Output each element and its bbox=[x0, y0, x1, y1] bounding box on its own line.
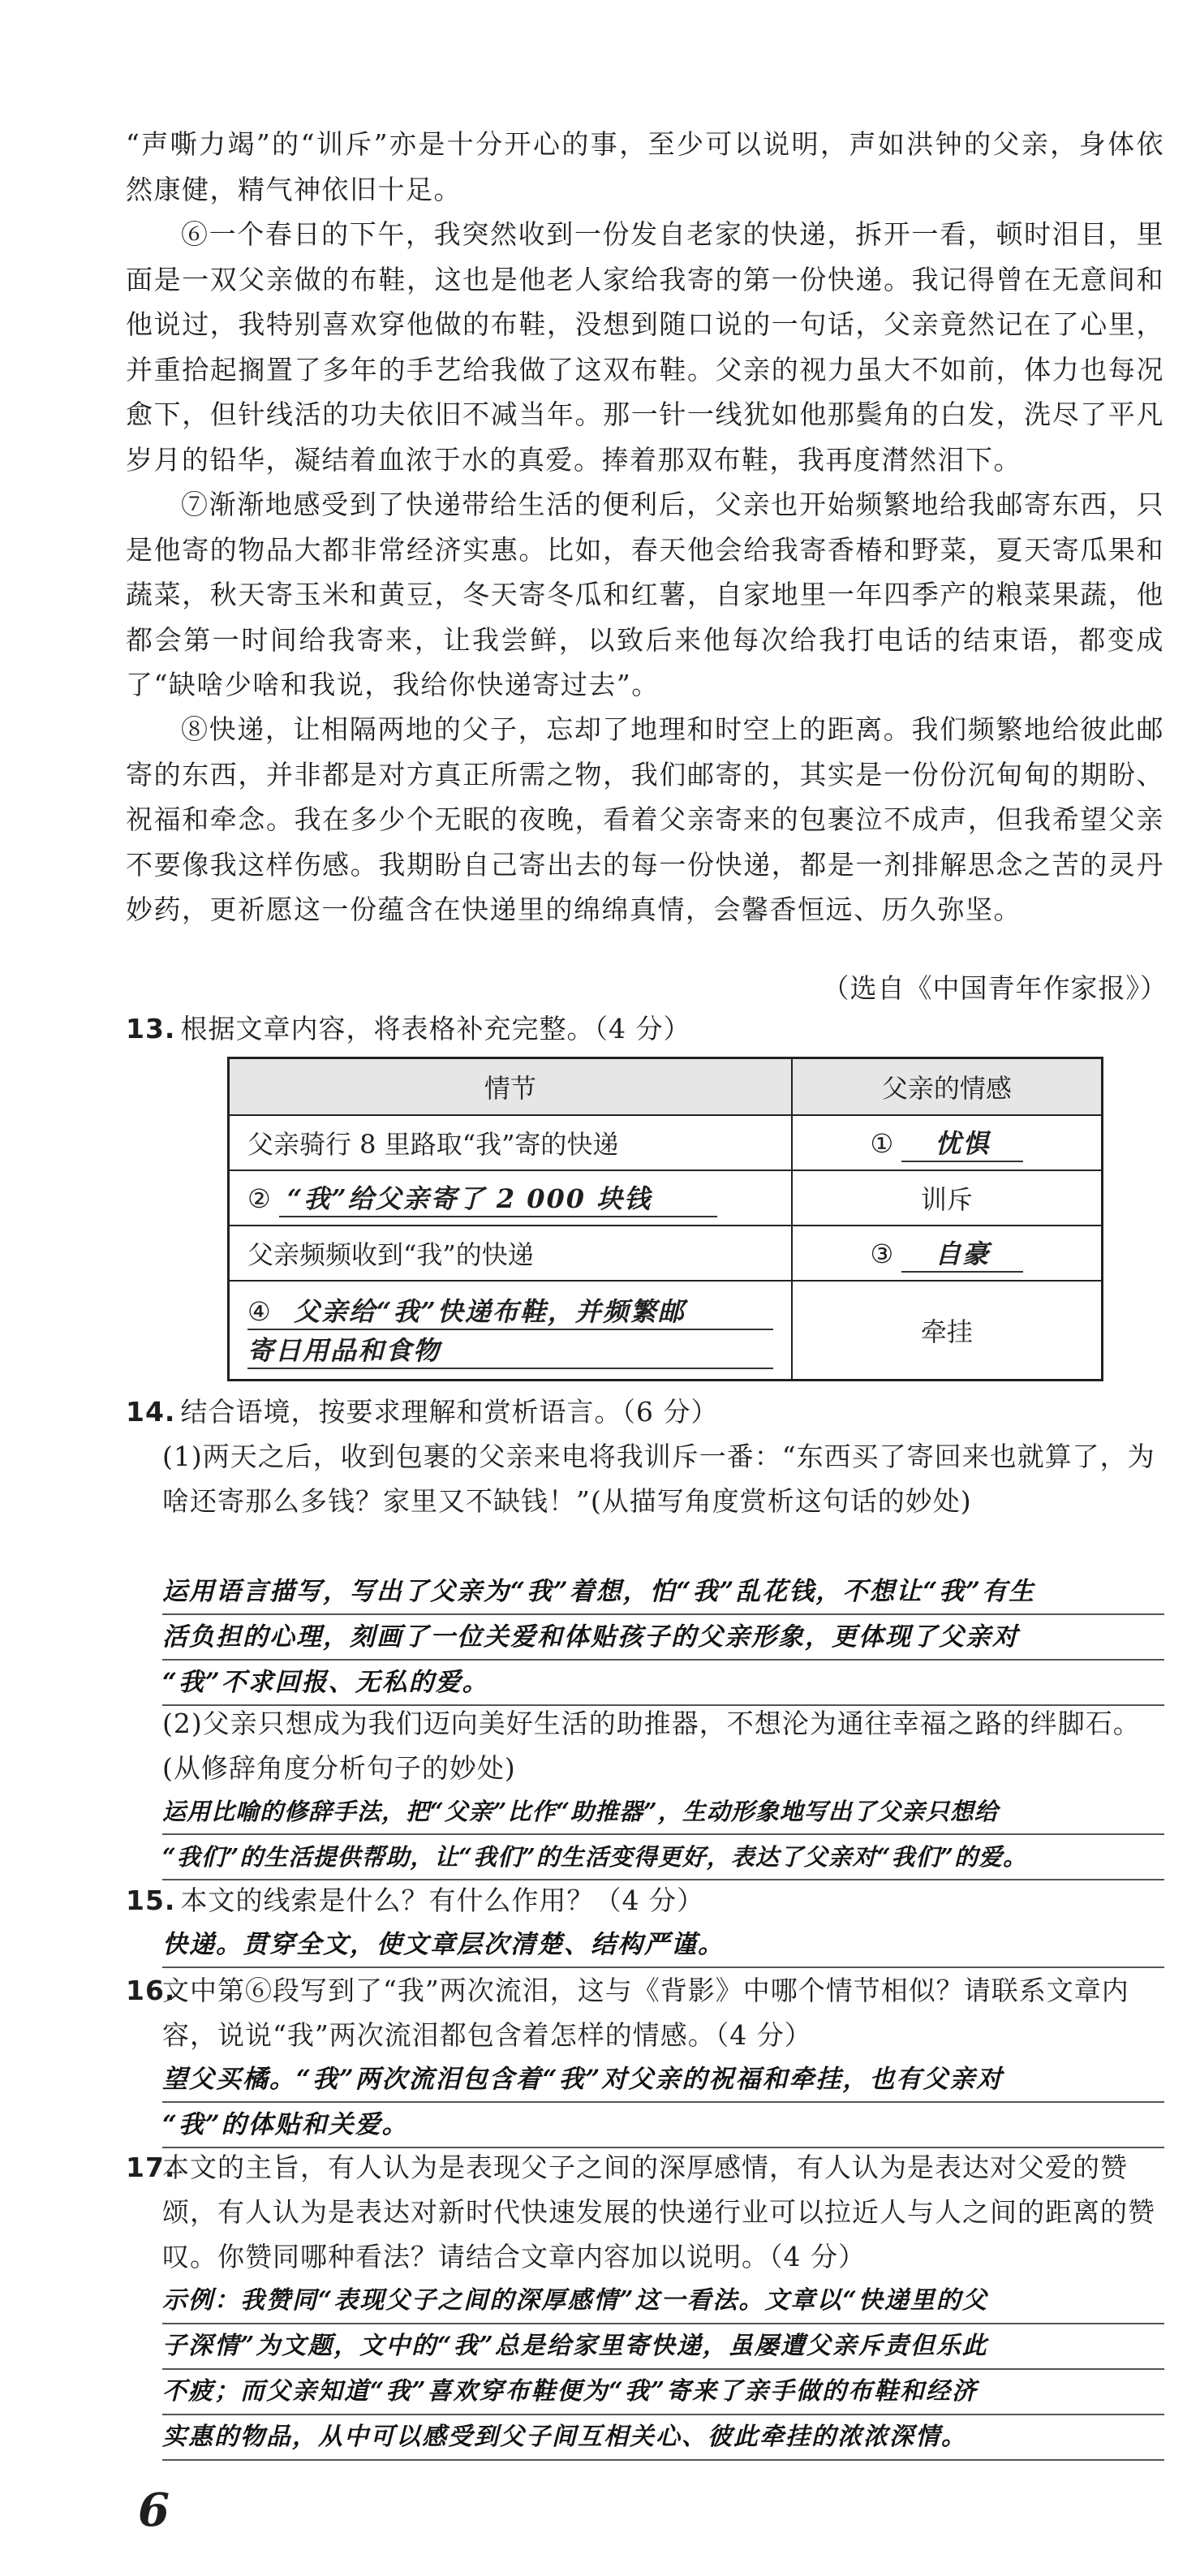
page-number: 6 bbox=[138, 2483, 170, 2537]
answer-line: 运用语言描写，写出了父亲为“我”着想，怕“我”乱花钱，不想让“我”有生 bbox=[162, 1570, 1164, 1615]
answer-line: “我”不求回报、无私的爱。 bbox=[162, 1661, 1164, 1706]
answer-line: 实惠的物品，从中可以感受到父子间互相关心、彼此牵挂的浓浓深情。 bbox=[162, 2415, 1164, 2461]
table-cell-plot bbox=[229, 1170, 792, 1226]
table-row bbox=[229, 1281, 1103, 1381]
table-header-plot: 情节 bbox=[229, 1058, 792, 1116]
answer-line: 子深情”为文题，文中的“我”总是给家里寄快递，虽屡遭父亲斥责但乐此 bbox=[162, 2324, 1164, 2370]
table-row bbox=[229, 1170, 1103, 1226]
answer-14-2 bbox=[162, 1790, 1164, 1880]
table-header-row bbox=[229, 1058, 1103, 1116]
question-16 bbox=[126, 1968, 1164, 2057]
question-number: 16. bbox=[126, 1975, 176, 2006]
answer-fill: 忧惧 bbox=[901, 1123, 1023, 1162]
question-17 bbox=[126, 2145, 1164, 2279]
answer-line: 示例：我赞同“表现父子之间的深厚感情”这一看法。文章以“快递里的父 bbox=[162, 2279, 1164, 2324]
answer-line: “我”的体贴和关爱。 bbox=[162, 2103, 1164, 2148]
question-text: 结合语境，按要求理解和赏析语言。（6 分） bbox=[180, 1396, 719, 1428]
question-text: 本文的线索是什么？有什么作用？（4 分） bbox=[180, 1885, 704, 1916]
passage-paragraph-continued: “声嘶力竭”的“训斥”亦是十分开心的事，至少可以说明，声如洪钟的父亲，身体依然康健，精气神依旧十足。 bbox=[126, 128, 1164, 205]
blank-marker: ④ bbox=[247, 1296, 273, 1327]
answer-line: 寄日用品和食物 bbox=[247, 1330, 773, 1369]
answer-line: 活负担的心理，刻画了一位关爱和体贴孩子的父亲形象，更体现了父亲对 bbox=[162, 1615, 1164, 1661]
question-13 bbox=[126, 1006, 1164, 1051]
question-14 bbox=[126, 1389, 1164, 1434]
blank-marker: ③ bbox=[870, 1238, 894, 1269]
answer-line: 快递。贯穿全文，使文章层次清楚、结构严谨。 bbox=[162, 1923, 1164, 1968]
question-14-sub-2: (2)父亲只想成为我们迈向美好生活的助推器，不想沦为通往幸福之路的绊脚石。(从修辞角度分析句子的妙处) bbox=[162, 1708, 1141, 1784]
table-row bbox=[229, 1115, 1103, 1170]
plot-emotion-table bbox=[227, 1057, 1103, 1381]
question-14-sub-1: (1)两天之后，收到包裹的父亲来电将我训斥一番：“东西买了寄回来也就算了，为啥还寄那么多钱？家里又不缺钱！”(从描写角度赏析这句话的妙处) bbox=[162, 1441, 1155, 1517]
answer-15 bbox=[162, 1923, 1164, 1968]
answer-line: “我们”的生活提供帮助，让“我们”的生活变得更好，表达了父亲对“我们”的爱。 bbox=[162, 1835, 1164, 1880]
blank-marker: ② bbox=[247, 1183, 271, 1214]
answer-line: 不疲；而父亲知道“我”喜欢穿布鞋便为“我”寄来了亲手做的布鞋和经济 bbox=[162, 2370, 1164, 2415]
table-cell-emotion: 牵挂 bbox=[792, 1281, 1103, 1381]
table-cell-emotion: 训斥 bbox=[792, 1170, 1103, 1226]
answer-line: 运用比喻的修辞手法，把“父亲”比作“助推器”，生动形象地写出了父亲只想给 bbox=[162, 1790, 1164, 1835]
passage-paragraph-7: ⑦渐渐地感受到了快递带给生活的便利后，父亲也开始频繁地给我邮寄东西，只是他寄的物品大都非常经济实惠。比如，春天他会给我寄香椿和野菜，夏天寄瓜果和蔬菜，秋天寄玉米和黄豆，冬天寄冬瓜和红薯，自家地里一年四季产的粮菜果蔬，他都会第一时间给我寄来，让我尝鲜，以致后来他每次给我打电话的结束语，都变成了“缺啥少啥和我说，我给你快递寄过去”。 bbox=[126, 489, 1164, 700]
answer-fill bbox=[247, 1291, 773, 1369]
table-cell-plot bbox=[229, 1281, 792, 1381]
answer-fill: 自豪 bbox=[901, 1234, 1023, 1273]
passage-paragraph-6: ⑥一个春日的下午，我突然收到一份发自老家的快递，拆开一看，顿时泪目，里面是一双父亲做的布鞋，这也是他老人家给我寄的第一份快递。我记得曾在无意间和他说过，我特别喜欢穿他做的布鞋，没想到随口说的一句话，父亲竟然记在了心里，并重拾起搁置了多年的手艺给我做了这双布鞋。父亲的视力虽大不如前，体力也每况愈下，但针线活的功夫依旧不减当年。那一针一线犹如他那鬓角的白发，洗尽了平凡岁月的铅华，凝结着血浓于水的真爱。捧着那双布鞋，我再度潸然泪下。 bbox=[126, 218, 1164, 476]
answer-line: 望父买橘。“我”两次流泪包含着“我”对父亲的祝福和牵挂，也有父亲对 bbox=[162, 2057, 1164, 2103]
table-row bbox=[229, 1226, 1103, 1281]
question-text: 根据文章内容，将表格补充完整。（4 分） bbox=[180, 1013, 691, 1045]
question-text: 文中第⑥段写到了“我”两次流泪，这与《背影》中哪个情节相似？请联系文章内容，说说“我”两次流泪都包含着怎样的情感。（4 分） bbox=[162, 1975, 1129, 2051]
answer-text: 父亲给“我”快递布鞋，并频繁邮 bbox=[293, 1296, 686, 1327]
passage-paragraph-8: ⑧快递，让相隔两地的父子，忘却了地理和时空上的距离。我们频繁地给彼此邮寄的东西，并非都是对方真正所需之物，我们邮寄的，其实是一份份沉甸甸的期盼、祝福和牵念。我在多少个无眠的夜晚，看着父亲寄来的包裹泣不成声，但我希望父亲不要像我这样伤感。我期盼自己寄出去的每一份快递，都是一剂排解思念之苦的灵丹妙药，更祈愿这一份蕴含在快递里的绵绵真情，会馨香恒远、历久弥坚。 bbox=[126, 713, 1164, 925]
question-15 bbox=[126, 1878, 1164, 1923]
answer-17 bbox=[162, 2279, 1164, 2461]
table-header-emotion: 父亲的情感 bbox=[792, 1058, 1103, 1116]
question-number: 13. bbox=[126, 1013, 176, 1045]
question-number: 14. bbox=[126, 1396, 176, 1428]
table-cell-plot: 父亲骑行 8 里路取“我”寄的快递 bbox=[229, 1115, 792, 1170]
answer-line bbox=[247, 1291, 773, 1330]
answer-14-1 bbox=[162, 1570, 1164, 1706]
question-number: 15. bbox=[126, 1885, 176, 1916]
question-number: 17. bbox=[126, 2152, 176, 2183]
answer-16 bbox=[162, 2057, 1164, 2148]
blank-marker: ① bbox=[870, 1128, 894, 1159]
answer-fill: “我”给父亲寄了 2 000 块钱 bbox=[279, 1178, 717, 1217]
passage-source: （选自《中国青年作家报》） bbox=[822, 972, 1168, 1004]
table-cell-plot: 父亲频频收到“我”的快递 bbox=[229, 1226, 792, 1281]
table-cell-emotion bbox=[792, 1226, 1103, 1281]
question-text: 本文的主旨，有人认为是表现父子之间的深厚感情，有人认为是表达对父爱的赞颂，有人认为是表达对新时代快速发展的快递行业可以拉近人与人之间的距离的赞叹。你赞同哪种看法？请结合文章内容加以说明。（4 分） bbox=[162, 2152, 1155, 2272]
table-cell-emotion bbox=[792, 1115, 1103, 1170]
